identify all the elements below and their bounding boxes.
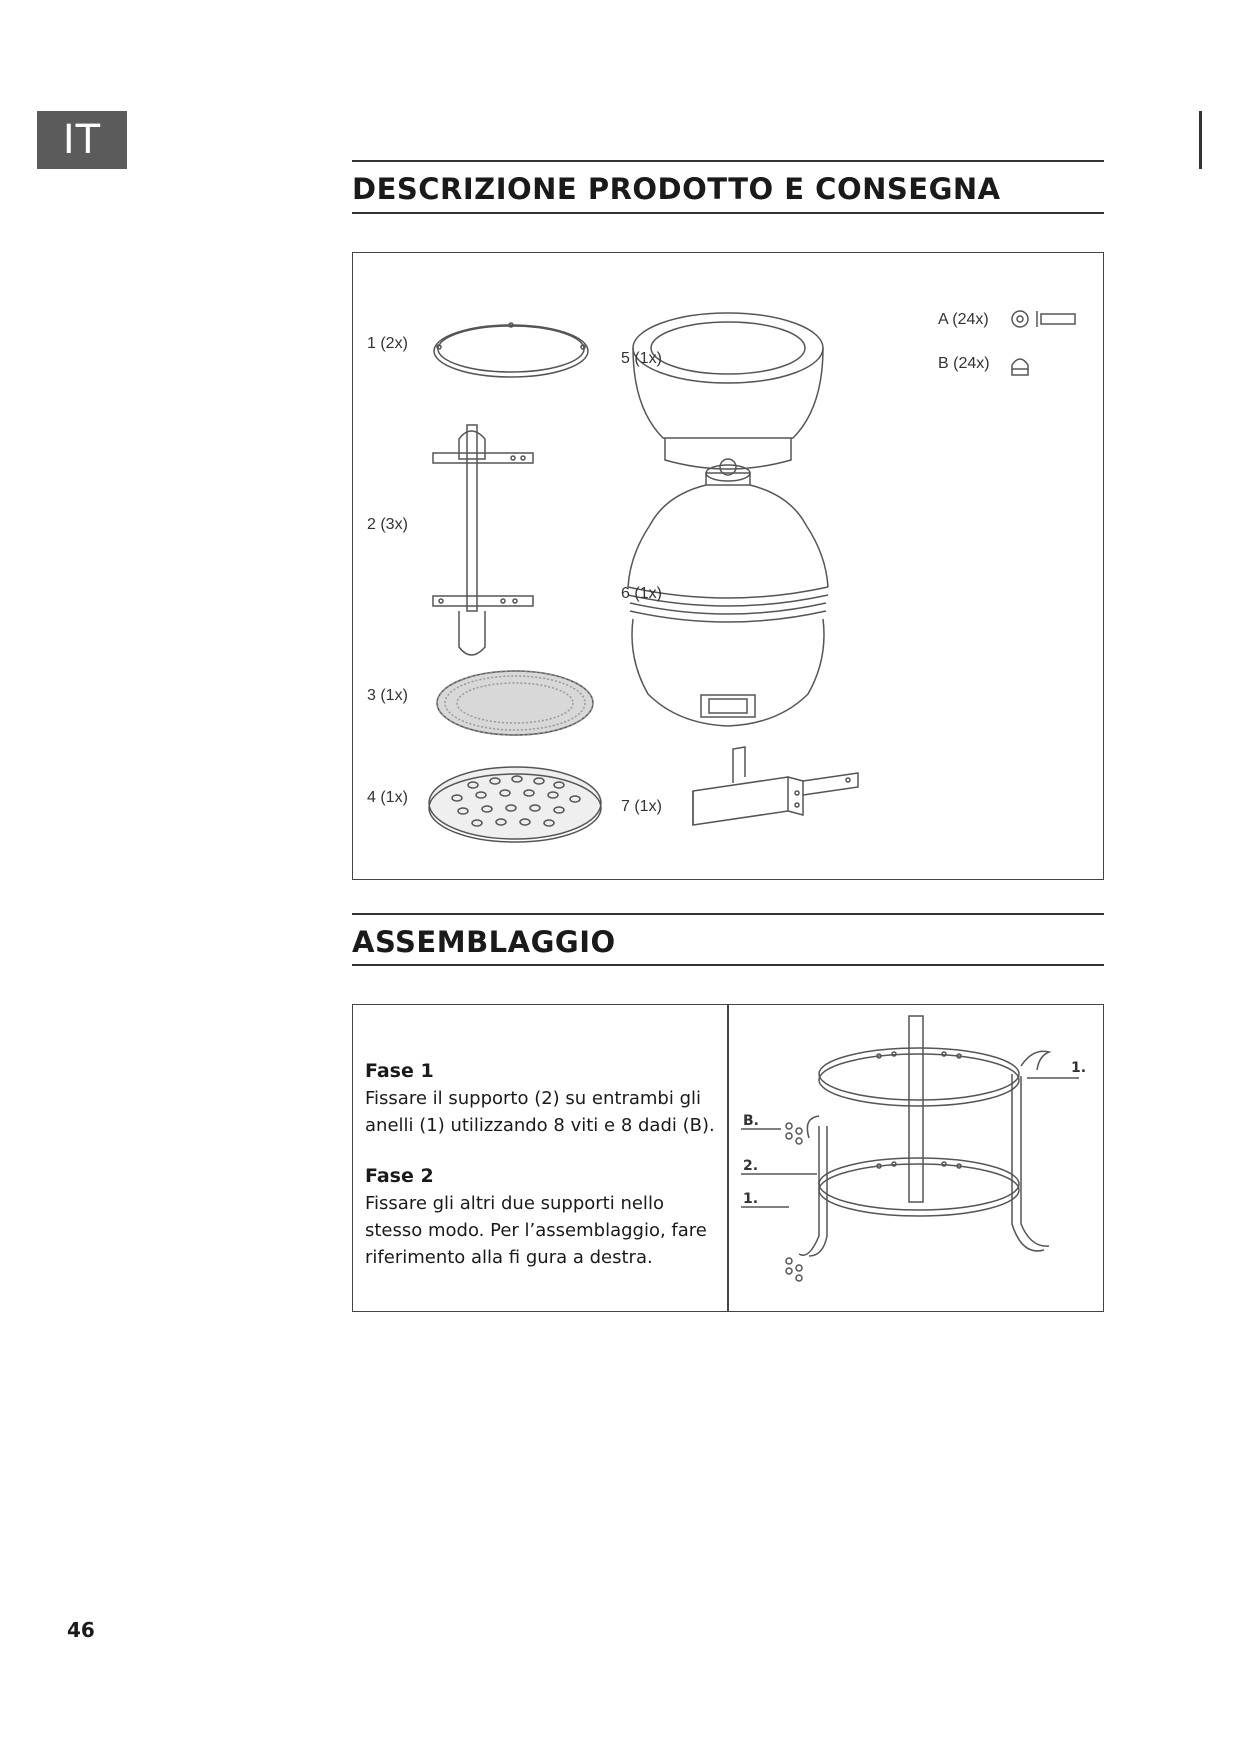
section-rule-bottom [352, 964, 1104, 966]
section-title-description: DESCRIZIONE PRODOTTO E CONSEGNA [352, 172, 1001, 206]
section-rule-top [352, 160, 1104, 162]
section-rule-top [352, 913, 1104, 915]
parts-diagram [352, 252, 1104, 880]
part-label-7: 7 (1x) [621, 798, 662, 815]
margin-marker [1199, 111, 1202, 169]
step-1-title: Fase 1 [365, 1060, 434, 1082]
grill-grate-part-icon [437, 671, 593, 735]
assembly-steps [365, 1058, 715, 1295]
step-2-title: Fase 2 [365, 1165, 434, 1187]
step-1-text: Fissare il supporto (2) su entrambi gli anelli (1) utilizzando 8 viti e 8 dadi (B). [365, 1088, 715, 1136]
assembled-stand-icon [741, 1016, 1079, 1281]
assembly-label-nut: B. [743, 1113, 759, 1129]
step-2-text: Fissare gli altri due supporti nello stesso modo. Per l’assemblaggio, fare riferimento alla fi gura a destra. [365, 1193, 707, 1268]
part-label-5: 5 (1x) [621, 350, 662, 367]
assembly-label-support: 2. [743, 1158, 759, 1174]
part-label-a: A (24x) [938, 311, 989, 328]
part-label-b: B (24x) [938, 355, 990, 372]
cap-nut-part-icon [1012, 359, 1028, 375]
part-label-4: 4 (1x) [367, 789, 408, 806]
part-label-3: 3 (1x) [367, 687, 408, 704]
ring-part-icon [434, 323, 588, 377]
fire-box-part-icon [633, 313, 823, 469]
support-leg-part-icon [433, 425, 533, 655]
part-label-2: 2 (3x) [367, 516, 408, 533]
part-label-6: 6 (1x) [621, 585, 662, 602]
assembly-illustration [729, 1006, 1102, 1310]
assembly-label-ring-lower: 1. [743, 1191, 759, 1207]
language-tab: IT [37, 111, 127, 169]
side-bracket-part-icon [693, 747, 858, 825]
page-number: 46 [67, 1618, 95, 1642]
section-title-assembly: ASSEMBLAGGIO [352, 925, 616, 959]
charcoal-plate-part-icon [429, 767, 601, 842]
assembly-label-ring: 1. [1071, 1060, 1087, 1076]
screw-part-icon [1012, 311, 1075, 327]
parts-illustration [353, 253, 1103, 879]
section-rule-bottom [352, 212, 1104, 214]
part-label-1: 1 (2x) [367, 335, 408, 352]
